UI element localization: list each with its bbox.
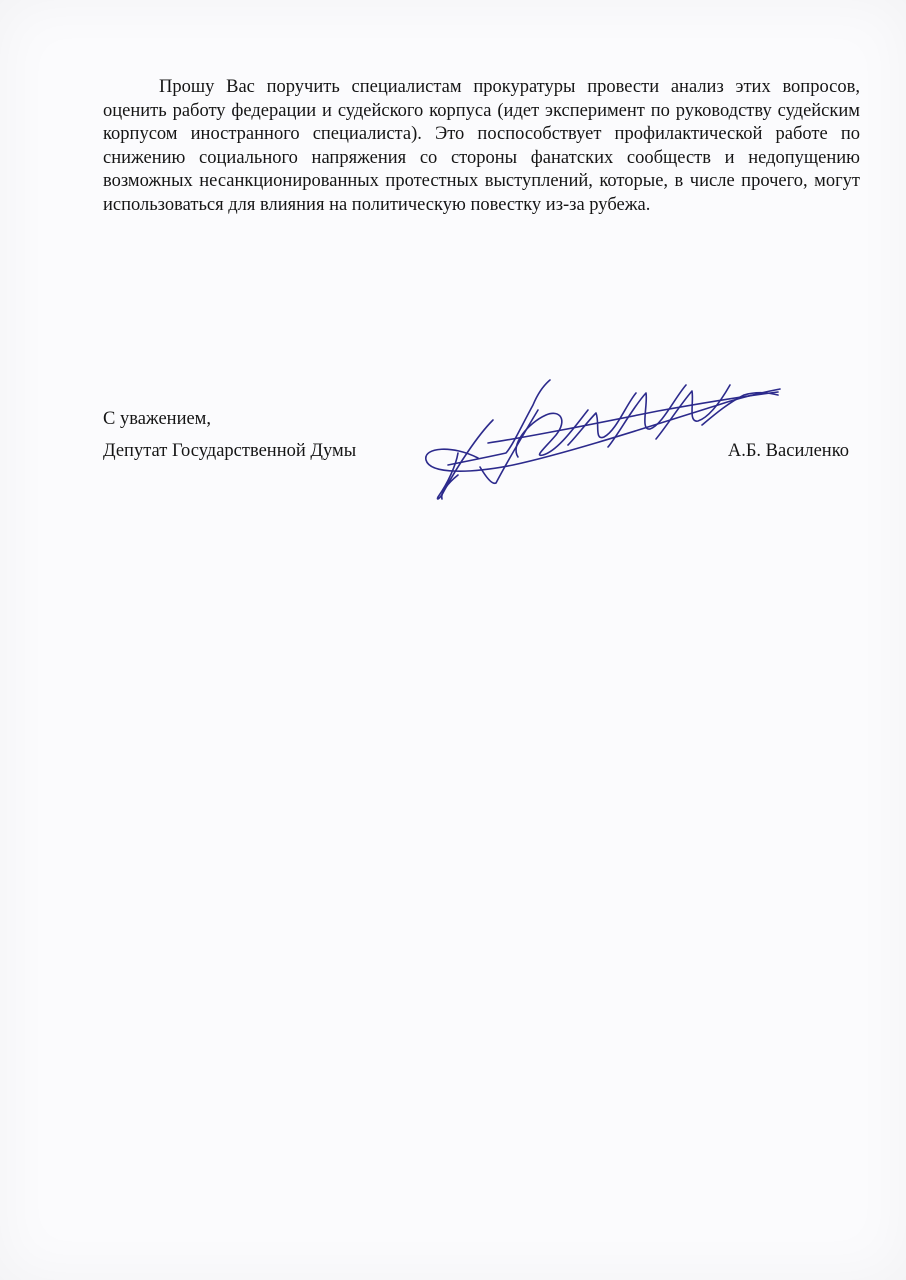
signer-position: Депутат Государственной Думы (103, 441, 357, 461)
signer-name: А.Б. Василенко (727, 441, 849, 461)
closing-phrase: С уважением, (103, 409, 212, 429)
letter-body-paragraph: Прошу Вас поручить специалистам прокуратуры провести анализ этих вопросов, оценить работу федерации и судейского корпуса (идет эксперимент по руководству судейским корпусом иностранного специалиста). Это поспособствует профилактической работе по снижению социального напряжения со стороны фанатских сообществ и недопущению возможных несанкционированных протестных выступлений, которые, в числе прочего, могут использоваться для влияния на политическую повестку из-за рубежа. (103, 77, 860, 215)
